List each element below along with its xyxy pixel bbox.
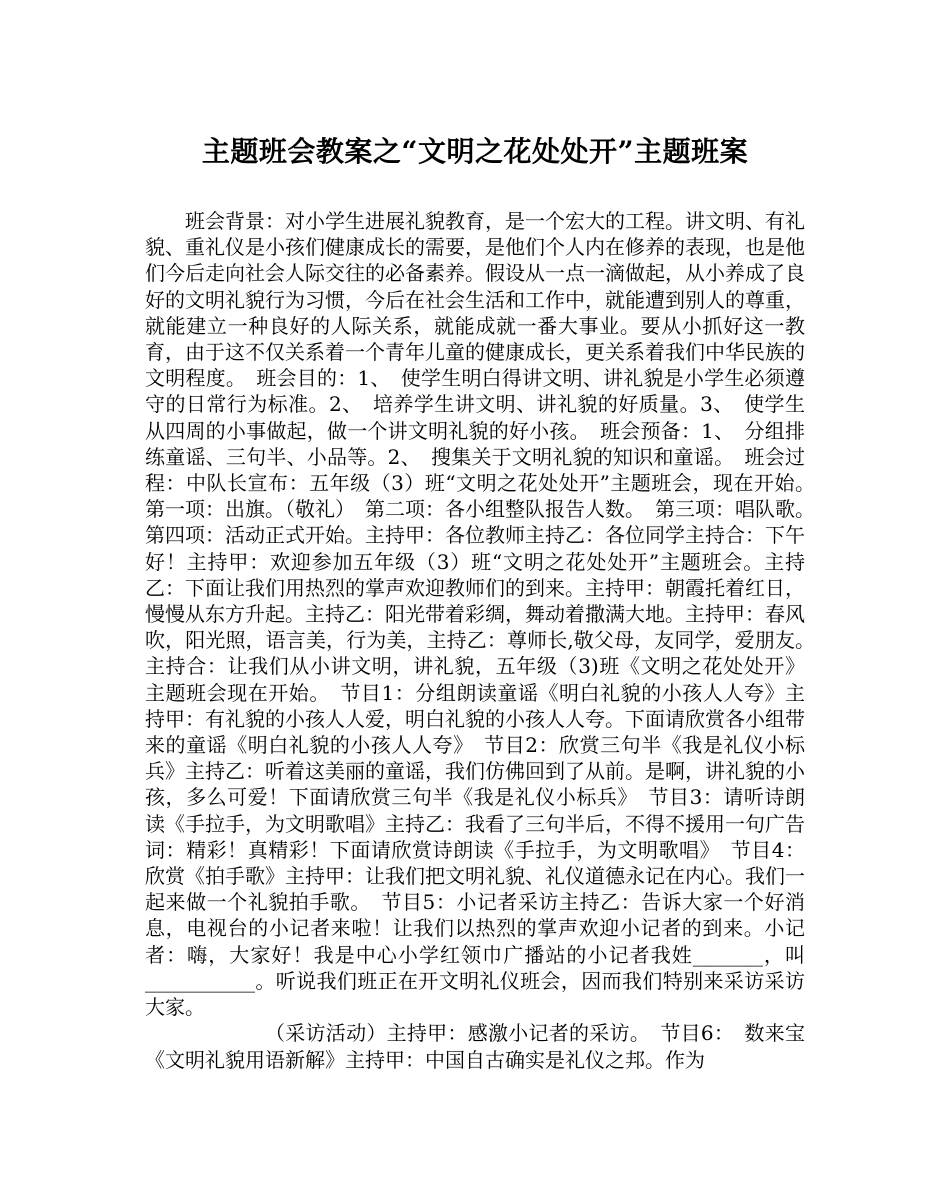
- body-paragraph: 班会背景：对小学生进展礼貌教育，是一个宏大的工程。讲文明、有礼貌、重礼仪是小孩们健康成长的需要，是他们个人内在修养的表现，也是他们今后走向社会人际交往的必备素养。假设从一点一滴做起，从小养成了良好的文明礼貌行为习惯，今后在社会生活和工作中，就能遭到别人的尊重，就能建立一种良好的人际关系，就能成就一番大事业。要从小抓好这一教育，由于这不仅关系着一个青年儿童的健康成长，更关系着我们中华民族的文明程度。 班会目的：1、 使学生明白得讲文明、讲礼貌是小学生必须遵守的日常行为标准。2、 培养学生讲文明、讲礼貌的好质量。3、 使学生从四周的小事做起，做一个讲文明礼貌的好小孩。 班会预备：1、 分组排练童谣、三句半、小品等。2、 搜集关于文明礼貌的知识和童谣。 班会过程：中队长宣布：五年级（3）班“文明之花处处开”主题班会，现在开始。 第一项：出旗。（敬礼） 第二项：各小组整队报告人数。 第三项：唱队歌。 第四项：活动正式开始。主持甲：各位教师主持乙：各位同学主持合：下午好！主持甲：欢迎参加五年级（3）班“文明之花处处开”主题班会。主持乙：下面让我们用热烈的掌声欢迎教师们的到来。主持甲：朝霞托着红日，慢慢从东方升起。主持乙：阳光带着彩绸，舞动着撒满大地。主持甲：春风吹，阳光照，语言美，行为美，主持乙：尊师长,敬父母，友同学，爱朋友。 主持合：让我们从小讲文明，讲礼貌，五年级（3)班《文明之花处处开》主题班会现在开始。 节目1：分组朗读童谣《明白礼貌的小孩人人夸》主持甲：有礼貌的小孩人人爱，明白礼貌的小孩人人夸。下面请欣赏各小组带来的童谣《明白礼貌的小孩人人夸》 节目2：欣赏三句半《我是礼仪小标兵》主持乙：听着这美丽的童谣，我们仿佛回到了从前。是啊，讲礼貌的小孩，多么可爱！下面请欣赏三句半《我是礼仪小标兵》 节目3：请听诗朗读《手拉手，为文明歌唱》主持乙：我看了三句半后，不得不援用一句广告词：精彩！真精彩！下面请欣赏诗朗读《手拉手，为文明歌唱》 节目4：欣赏《拍手歌》主持甲：让我们把文明礼貌、礼仪道德永记在内心。我们一起来做一个礼貌拍手歌。 节目5：小记者采访主持乙：告诉大家一个好消息，电视台的小记者来啦！让我们以热烈的掌声欢迎小记者的到来。小记者：嗨，大家好！我是中心小学红领巾广播站的小记者我姓_______，叫___________。听说我们班正在开文明礼仪班会，因而我们特别来采访采访大家。: [145, 209, 825, 1020]
- document-title: 主题班会教案之“文明之花处处开”主题班案: [201, 135, 749, 168]
- document-body: [145, 208, 825, 1073]
- body-paragraph: （采访活动）主持甲：感激小记者的采访。 节目6： 数来宝《文明礼貌用语新解》主持甲：中国自古确实是礼仪之邦。作为: [145, 1021, 805, 1072]
